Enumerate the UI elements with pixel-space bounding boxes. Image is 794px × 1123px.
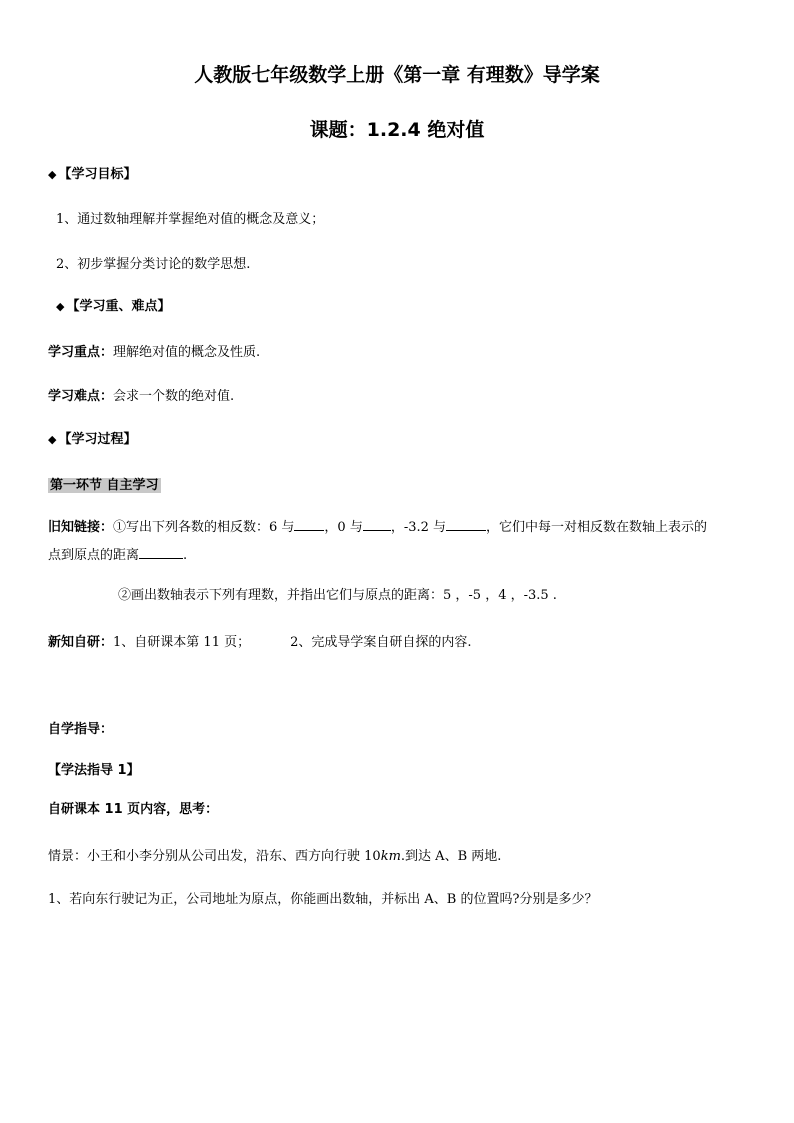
review-question-1-cont: 点到原点的距离 . — [48, 545, 187, 565]
question-1: 1、若向东行驶记为正，公司地址为原点，你能画出数轴，并标出 A、B 的位置吗?分别是多少？ — [48, 892, 598, 907]
answer-blank[interactable] — [294, 517, 324, 531]
difficult-point: 学习难点：会求一个数的绝对值. — [48, 389, 235, 404]
process-heading: ◆ 【学习过程】 — [48, 432, 137, 447]
guide1-heading: 【学法指导 1】 — [48, 763, 140, 778]
objective-item: 2、初步掌握分类讨论的数学思想. — [56, 257, 251, 272]
guide1-intro: 自研课本 11 页内容，思考： — [48, 802, 219, 817]
black-diamond-icon: ◆ — [48, 168, 57, 181]
review-question-1: 旧知链接：①写出下列各数的相反数：6 与 ，0 与 ，-3.2 与 ，它们中每一对相反数在数轴上表示的 — [48, 517, 707, 537]
keypoints-heading: ◆ 【学习重、难点】 — [56, 299, 171, 314]
section-heading: 第一环节 自主学习 — [50, 478, 159, 493]
scenario: 情景：小王和小李分别从公司出发，沿东、西方向行驶 10km.到达 A、B 两地. — [48, 849, 502, 864]
lesson-subtitle: 课题：1.2.4 绝对值 — [309, 119, 485, 141]
answer-blank[interactable] — [139, 545, 183, 559]
document-title: 人教版七年级数学上册《第一章 有理数》导学案 — [194, 64, 600, 86]
objectives-heading: ◆ 【学习目标】 — [48, 167, 137, 182]
black-diamond-icon: ◆ — [56, 300, 65, 313]
black-diamond-icon: ◆ — [48, 433, 57, 446]
key-point: 学习重点：理解绝对值的概念及性质. — [48, 345, 261, 360]
answer-blank[interactable] — [363, 517, 391, 531]
new-knowledge: 新知自研：1、自研课本第 11 页； 2、完成导学案自研自探的内容. — [48, 635, 472, 650]
answer-blank[interactable] — [446, 517, 486, 531]
guide-label: 自学指导： — [48, 722, 114, 737]
review-question-2: ②画出数轴表示下列有理数，并指出它们与原点的距离：5 ，-5 ，4 ，-3.5 . — [118, 588, 557, 603]
objective-item: 1、通过数轴理解并掌握绝对值的概念及意义； — [56, 212, 325, 227]
